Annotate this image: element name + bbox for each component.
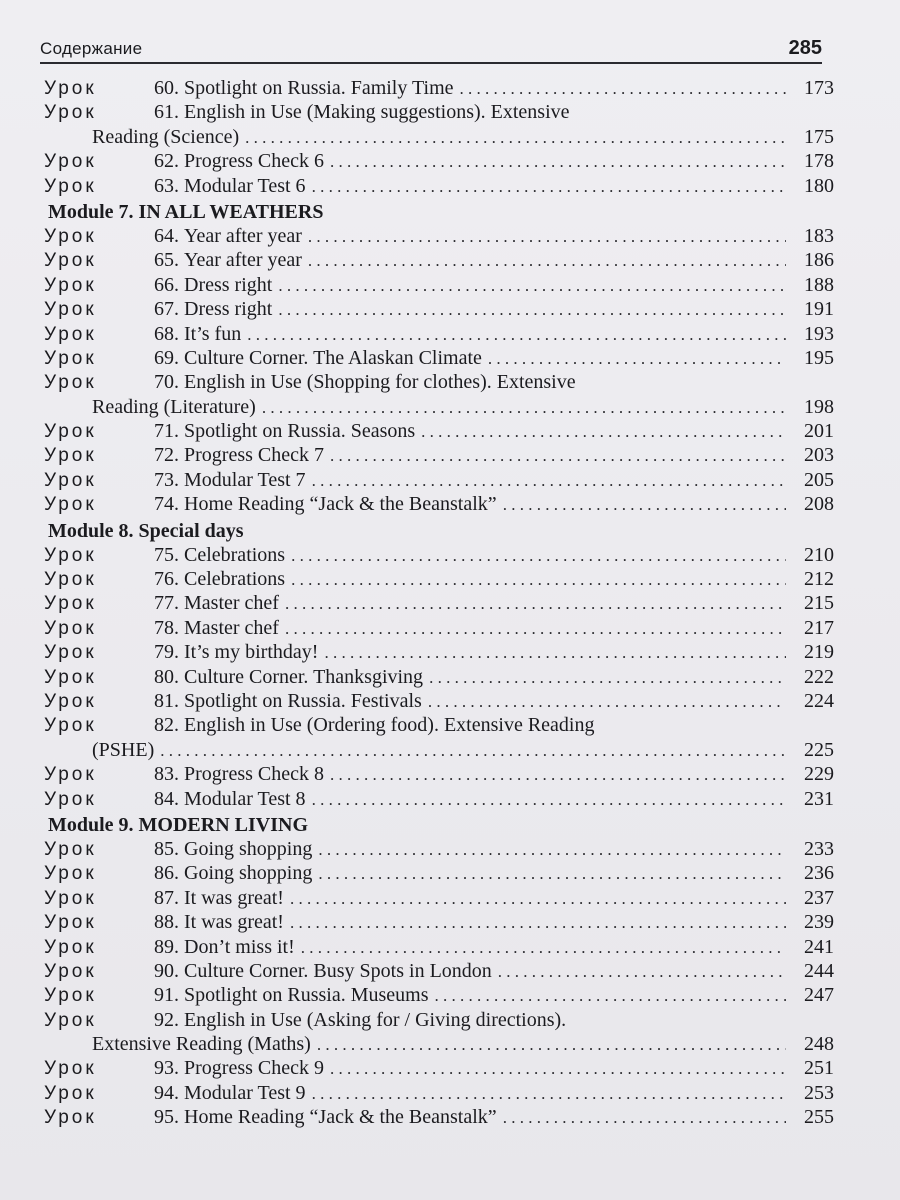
lesson-word: Урок [44,863,97,885]
lesson-number: 70. [154,371,179,394]
lesson-number: 60. [154,77,179,99]
lesson-title-continuation: Reading (Literature) [92,395,256,418]
toc-entry-continuation [44,738,834,762]
dot-leader [503,493,786,517]
toc-entry [44,443,834,467]
dot-leader [498,960,786,984]
lesson-word: Урок [44,838,97,860]
dot-leader [262,396,786,420]
lesson-title: Going shopping [184,862,313,885]
module-heading: Module 8. Special days [48,519,244,542]
page-reference: 237 [804,886,834,909]
toc-entry [44,1081,834,1105]
lesson-number: 85. [154,837,179,860]
running-title: Содержание [40,39,143,58]
dot-leader [324,641,786,665]
module-heading: Module 7. IN ALL WEATHERS [48,200,324,223]
dot-leader [428,690,786,714]
toc-entry [44,616,834,640]
toc-entry-line [44,1056,834,1080]
lesson-number: 71. [154,420,179,443]
toc-entry-line [44,935,834,959]
lesson-title: Progress Check 7 [184,444,324,467]
lesson-title: Progress Check 8 [184,763,324,786]
lesson-title: It’s my birthday! [184,641,319,664]
toc-entry-line [44,762,834,786]
lesson-title: Progress Check 6 [184,150,324,173]
lesson-title: Modular Test 7 [184,468,306,491]
toc-entry [44,837,834,861]
lesson-word: Урок [44,642,97,664]
lesson-word: Урок [44,175,97,197]
page-reference: 178 [804,150,834,173]
lesson-word: Урок [44,887,97,909]
lesson-word: Урок [44,421,97,443]
lesson-number: 69. [154,346,179,369]
page-reference: 253 [804,1081,834,1104]
toc-entry [44,543,834,567]
dot-leader [290,887,786,911]
lesson-word: Урок [44,274,97,296]
toc-entry [44,370,834,419]
toc-entry-line [44,1105,834,1129]
toc-entry [44,640,834,664]
page-reference: 195 [804,346,834,369]
lesson-number: 88. [154,911,179,934]
running-head [40,36,822,64]
dot-leader [285,617,786,641]
toc-entry [44,959,834,983]
lesson-title: Culture Corner. Thanksgiving [184,665,424,688]
lesson-title: Modular Test 9 [184,1081,306,1104]
toc-entry [44,983,834,1007]
lesson-number: 86. [154,862,179,885]
page-reference: 251 [804,1057,834,1080]
lesson-number: 89. [154,935,179,958]
dot-leader [434,984,786,1008]
lesson-title: Spotlight on Russia. Family Time [184,77,454,99]
lesson-number: 90. [154,959,179,982]
toc-entry-line [44,959,834,983]
lesson-number: 81. [154,689,179,712]
lesson-number: 65. [154,249,179,272]
lesson-title: Modular Test 6 [184,174,306,197]
lesson-title: Going shopping [184,837,313,860]
toc-entry-line [44,591,834,615]
dot-leader [318,838,786,862]
toc-entry [44,689,834,713]
toc-entry [44,100,834,149]
toc-entry [44,174,834,198]
toc-entry-line [44,273,834,297]
lesson-word: Урок [44,494,97,516]
lesson-word: Урок [44,985,97,1007]
lesson-title: Home Reading “Jack & the Beanstalk” [184,1106,497,1129]
dot-leader [278,274,786,298]
lesson-number: 73. [154,468,179,491]
page-reference: 215 [804,592,834,615]
toc-entry-line [44,689,834,713]
lesson-number: 93. [154,1057,179,1080]
toc-entry [44,591,834,615]
page-reference: 225 [804,738,834,761]
lesson-number: 76. [154,568,179,591]
lesson-word: Урок [44,1107,97,1129]
lesson-word: Урок [44,445,97,467]
toc-entry [44,149,834,173]
lesson-word: Урок [44,469,97,491]
page-reference: 239 [804,911,834,934]
lesson-title: English in Use (Asking for / Giving directions). [184,1008,567,1031]
toc-entry-line [44,76,834,100]
lesson-title: It was great! [184,886,284,909]
page-reference: 233 [804,837,834,860]
lesson-title: Master chef [184,616,279,639]
lesson-title: Dress right [184,273,273,296]
page-reference: 201 [804,420,834,443]
toc-entry [44,713,834,762]
page-reference: 175 [804,125,834,148]
lesson-number: 61. [154,101,179,124]
toc-entry-line [44,983,834,1007]
page-reference: 241 [804,935,834,958]
lesson-title: Culture Corner. The Alaskan Climate [184,346,482,369]
toc-entry-line [44,1008,834,1032]
lesson-title: It was great! [184,911,284,934]
page-reference: 247 [804,984,834,1007]
lesson-number: 87. [154,886,179,909]
page-number: 285 [788,37,822,59]
lesson-title: English in Use (Making suggestions). Extensive [184,101,570,124]
lesson-title: Culture Corner. Busy Spots in London [184,959,492,982]
lesson-number: 64. [154,224,179,247]
page-reference: 208 [804,493,834,516]
dot-leader [291,544,786,568]
lesson-word: Урок [44,1082,97,1104]
toc-entry [44,762,834,786]
lesson-title-continuation: Extensive Reading (Maths) [92,1033,311,1056]
lesson-title: English in Use (Ordering food). Extensive Reading [184,714,595,737]
lesson-title: Celebrations [184,543,286,566]
lesson-number: 77. [154,592,179,615]
page-reference: 248 [804,1033,834,1056]
lesson-title: Progress Check 9 [184,1057,324,1080]
dot-leader [290,911,786,935]
toc-entry [44,297,834,321]
lesson-number: 74. [154,493,179,516]
dot-leader [278,298,786,322]
lesson-number: 84. [154,787,179,810]
lesson-word: Урок [44,1009,97,1031]
toc-entry-line [44,468,834,492]
page-reference: 191 [804,298,834,321]
dot-leader [317,1033,786,1057]
dot-leader [312,1082,786,1106]
dot-leader [460,77,786,101]
dot-leader [330,1057,786,1081]
toc-entry [44,787,834,811]
lesson-number: 68. [154,322,179,345]
page-reference: 203 [804,444,834,467]
lesson-title: Master chef [184,592,279,615]
page-reference: 231 [804,787,834,810]
page-reference: 244 [804,959,834,982]
toc-entry [44,76,834,100]
toc-entry-line [44,149,834,173]
toc-entry-line [44,910,834,934]
lesson-word: Урок [44,764,97,786]
page-reference: 198 [804,395,834,418]
toc-entry [44,1056,834,1080]
toc-entry-line [44,370,834,394]
toc-entry-line [44,322,834,346]
lesson-number: 72. [154,444,179,467]
dot-leader [245,126,786,150]
toc-entry-line [44,861,834,885]
page-reference: 224 [804,689,834,712]
toc-entry-line [44,567,834,591]
page-reference: 212 [804,568,834,591]
lesson-title: Don’t miss it! [184,935,295,958]
table-of-contents [44,76,834,1130]
toc-entry-line [44,713,834,737]
dot-leader [308,249,786,273]
lesson-title: Home Reading “Jack & the Beanstalk” [184,493,497,516]
toc-entry-line [44,224,834,248]
lesson-word: Урок [44,666,97,688]
lesson-word: Урок [44,347,97,369]
toc-entry-line [44,543,834,567]
lesson-title: Year after year [184,224,302,247]
dot-leader [312,175,786,199]
lesson-number: 82. [154,714,179,737]
lesson-word: Урок [44,544,97,566]
dot-leader [308,225,786,249]
toc-entry [44,468,834,492]
lesson-word: Урок [44,912,97,934]
dot-leader [285,592,786,616]
lesson-number: 75. [154,543,179,566]
toc-entry-line [44,616,834,640]
lesson-word: Урок [44,936,97,958]
lesson-number: 80. [154,665,179,688]
lesson-number: 62. [154,150,179,173]
dot-leader [318,862,786,886]
toc-entry [44,224,834,248]
toc-entry [44,492,834,516]
lesson-word: Урок [44,323,97,345]
toc-entry-line [44,492,834,516]
dot-leader [488,347,786,371]
dot-leader [330,150,786,174]
toc-entry [44,419,834,443]
toc-entry [44,910,834,934]
toc-entry-line [44,886,834,910]
toc-entry [44,346,834,370]
toc-entry-continuation [44,1032,834,1056]
lesson-number: 66. [154,273,179,296]
dot-leader [160,739,786,763]
lesson-word: Урок [44,78,97,99]
lesson-title: Spotlight on Russia. Seasons [184,420,416,443]
lesson-number: 67. [154,298,179,321]
lesson-number: 95. [154,1106,179,1129]
lesson-word: Урок [44,102,97,124]
toc-entry-line [44,100,834,124]
lesson-title: Spotlight on Russia. Museums [184,984,429,1007]
toc-entry-line [44,346,834,370]
lesson-number: 63. [154,174,179,197]
lesson-word: Урок [44,569,97,591]
lesson-word: Урок [44,617,97,639]
page-reference: 255 [804,1106,834,1129]
toc-entry-line [44,665,834,689]
toc-entry-continuation [44,125,834,149]
toc-entry [44,322,834,346]
toc-entry-line [44,787,834,811]
toc-entry [44,273,834,297]
page-reference: 236 [804,862,834,885]
toc-entry-line [44,1081,834,1105]
toc-entry-line [44,837,834,861]
lesson-word: Урок [44,715,97,737]
dot-leader [503,1106,786,1130]
lesson-word: Урок [44,372,97,394]
toc-entry [44,861,834,885]
toc-entry-line [44,443,834,467]
page-reference: 183 [804,224,834,247]
lesson-word: Урок [44,1058,97,1080]
page-reference: 188 [804,273,834,296]
toc-entry [44,1105,834,1129]
lesson-title: Dress right [184,298,273,321]
dot-leader [330,763,786,787]
toc-entry [44,665,834,689]
lesson-number: 78. [154,616,179,639]
lesson-number: 94. [154,1081,179,1104]
lesson-title: Spotlight on Russia. Festivals [184,689,422,712]
dot-leader [247,323,786,347]
page-reference: 210 [804,543,834,566]
lesson-title: English in Use (Shopping for clothes). Extensive [184,371,576,394]
page-reference: 222 [804,665,834,688]
page-reference: 219 [804,641,834,664]
module-heading: Module 9. MODERN LIVING [48,813,309,836]
lesson-word: Урок [44,960,97,982]
page-reference: 173 [804,77,834,99]
page-reference: 205 [804,468,834,491]
lesson-word: Урок [44,151,97,173]
lesson-word: Урок [44,593,97,615]
lesson-title: It’s fun [184,322,242,345]
dot-leader [312,469,786,493]
toc-entry [44,886,834,910]
toc-entry [44,248,834,272]
toc-entry-line [44,640,834,664]
lesson-word: Урок [44,788,97,810]
lesson-number: 91. [154,984,179,1007]
page-reference: 186 [804,249,834,272]
dot-leader [429,666,786,690]
lesson-word: Урок [44,225,97,247]
toc-entry-line [44,248,834,272]
dot-leader [312,788,786,812]
toc-entry-line [44,174,834,198]
lesson-number: 83. [154,763,179,786]
lesson-word: Урок [44,299,97,321]
lesson-title: Year after year [184,249,302,272]
lesson-title-continuation: Reading (Science) [92,125,240,148]
dot-leader [301,936,786,960]
lesson-word: Урок [44,690,97,712]
lesson-word: Урок [44,250,97,272]
toc-entry [44,1008,834,1057]
toc-entry [44,567,834,591]
toc-entry [44,935,834,959]
dot-leader [421,420,786,444]
page-reference: 217 [804,616,834,639]
lesson-title-continuation: (PSHE) [92,738,155,761]
page-reference: 229 [804,763,834,786]
toc-entry-continuation [44,395,834,419]
toc-entry-line [44,419,834,443]
dot-leader [330,444,786,468]
page-reference: 180 [804,174,834,197]
lesson-title: Celebrations [184,568,286,591]
lesson-title: Modular Test 8 [184,787,306,810]
lesson-number: 92. [154,1008,179,1031]
dot-leader [291,568,786,592]
page-reference: 193 [804,322,834,345]
lesson-number: 79. [154,641,179,664]
toc-entry-line [44,297,834,321]
